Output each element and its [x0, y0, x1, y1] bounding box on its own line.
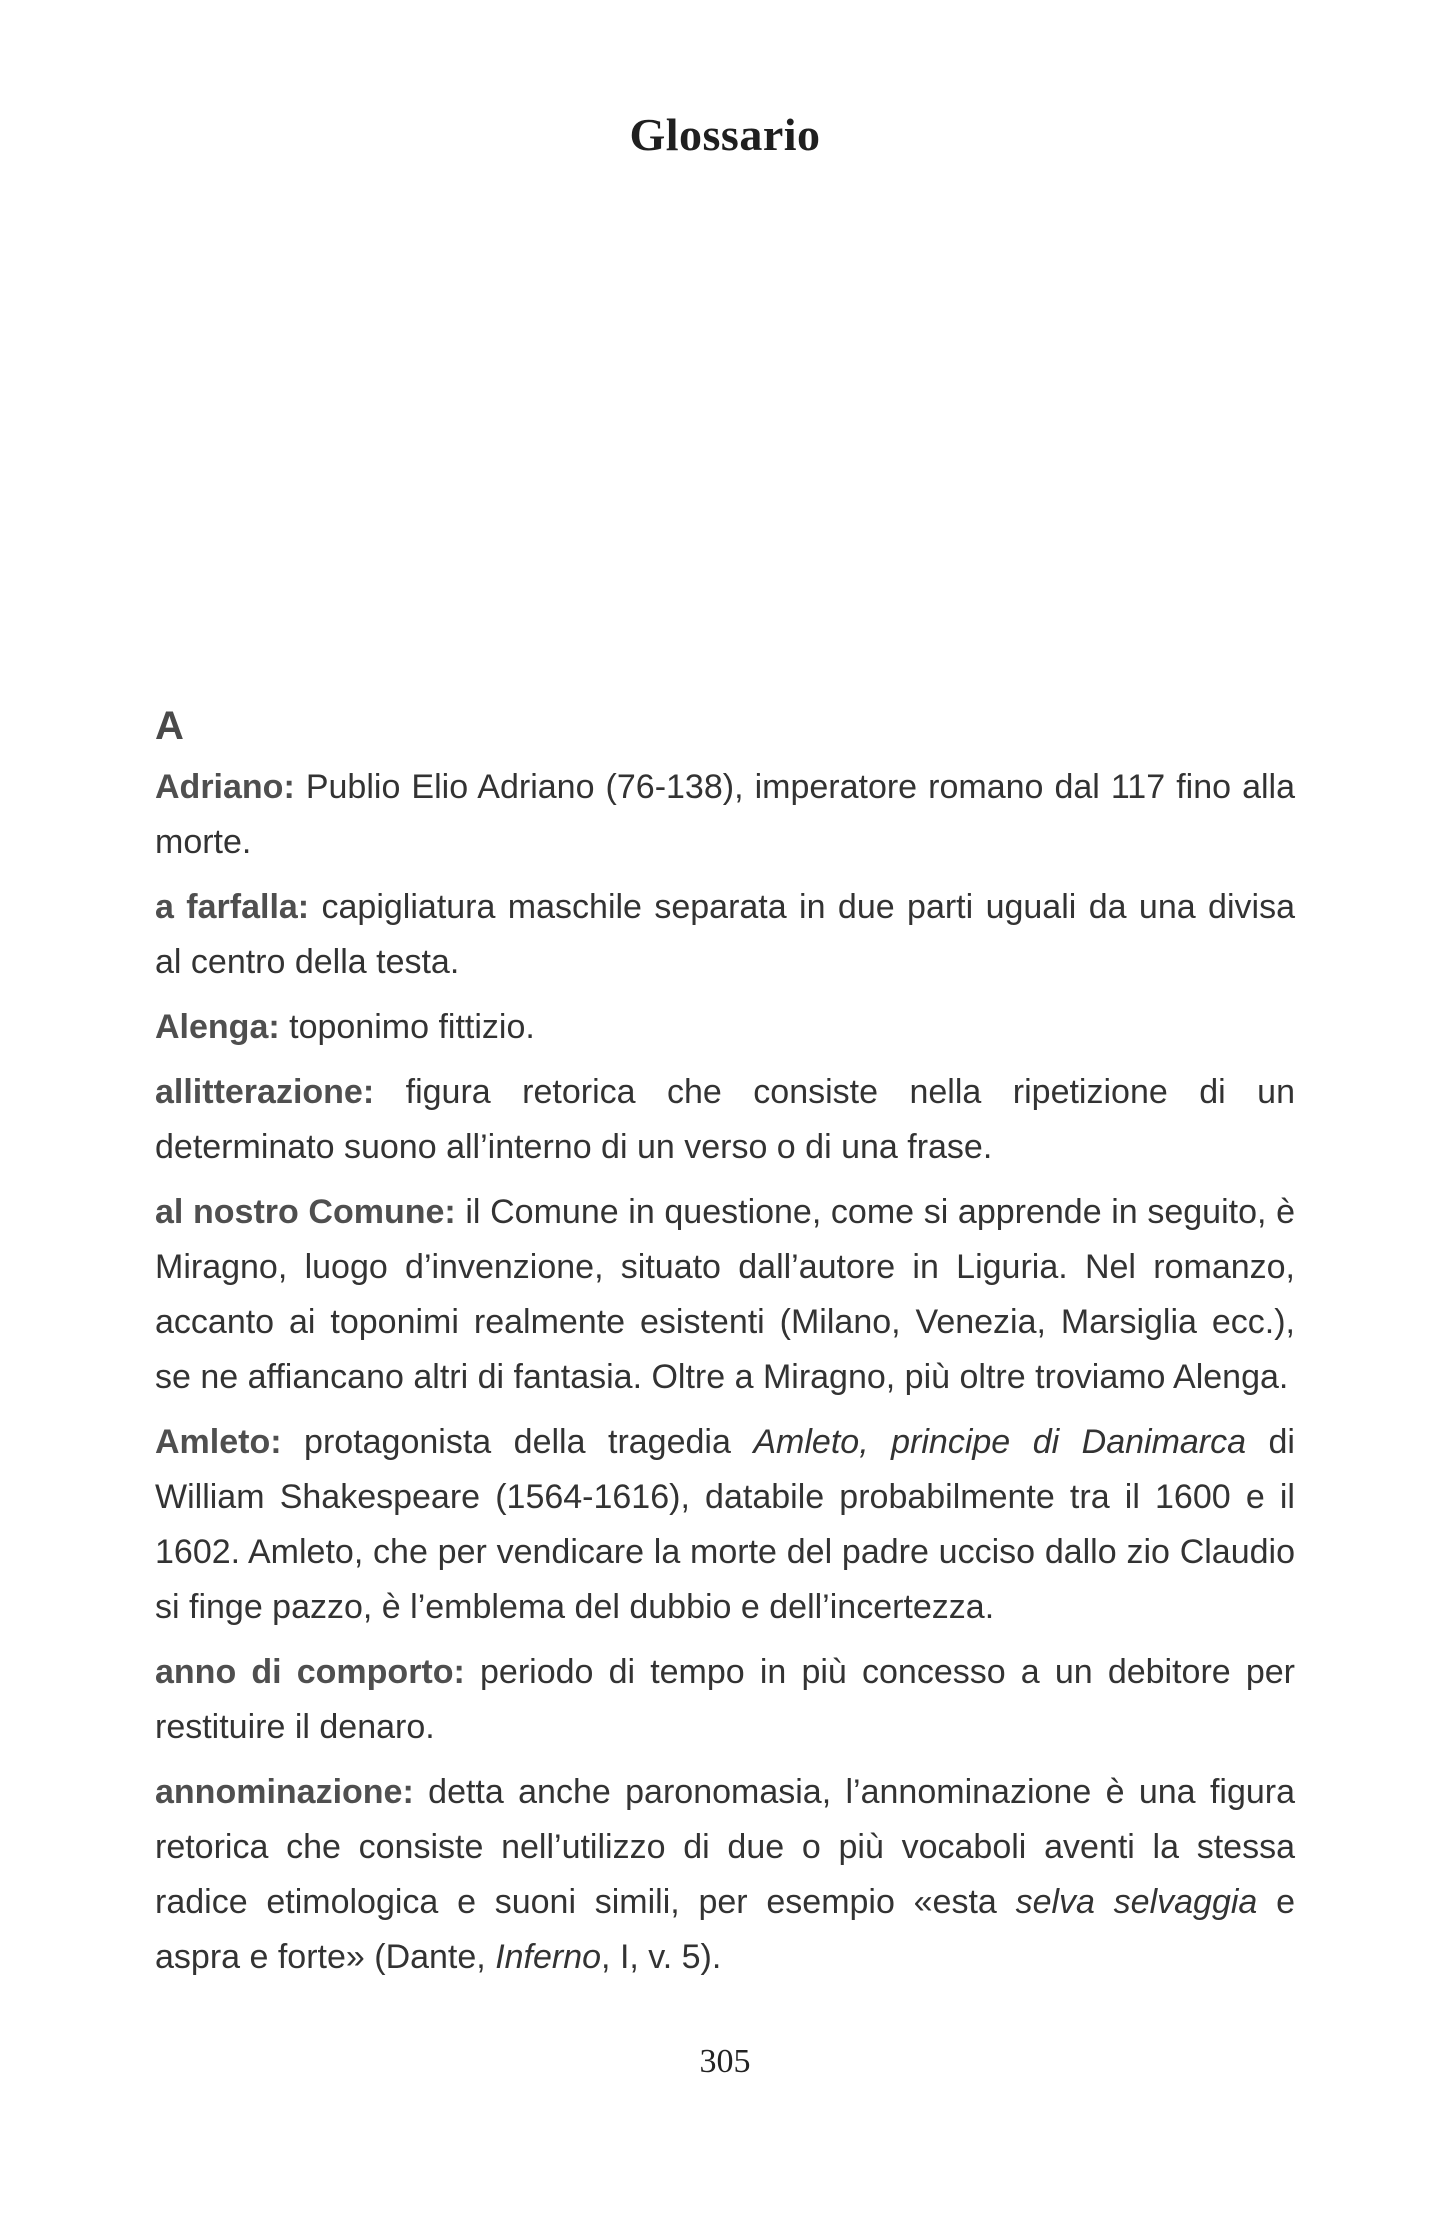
glossary-entry	[155, 1645, 1295, 1755]
entry-definition-text: detta anche paronomasia, l’annominazione è una figura retorica che consiste nell’utilizzo di due o più vocaboli aventi la stessa radice etimologica e suoni simili, per esempio «esta	[155, 1773, 1295, 1921]
entry-definition-italic: Inferno	[495, 1938, 602, 1976]
entry-definition-text: capigliatura maschile separata in due parti uguali da una divisa al centro della testa.	[155, 888, 1295, 981]
entry-definition-text: di William Shakespeare (1564-1616), databile probabilmente tra il 1600 e il 1602. Amleto, che per vendicare la morte del padre ucciso dallo zio Claudio si finge pazzo, è l’emblema del dubbio e dell’incertezza.	[155, 1423, 1295, 1626]
entry-term: Amleto:	[155, 1423, 282, 1461]
entry-definition-text: toponimo fittizio.	[279, 1008, 535, 1046]
entry-term: a farfalla:	[155, 888, 310, 926]
glossary-entry	[155, 880, 1295, 990]
page-number: 305	[699, 2043, 751, 2080]
glossary-entry	[155, 1000, 1295, 1055]
glossary-entry	[155, 760, 1295, 870]
entry-definition-text: il Comune in questione, come si apprende in seguito, è Miragno, luogo d’invenzione, situato dall’autore in Liguria. Nel romanzo, accanto ai toponimi realmente esistenti (Milano, Venezia, Marsiglia ecc.), se ne affiancano altri di fantasia. Oltre a Miragno, più oltre troviamo Alenga.	[155, 1193, 1295, 1396]
entry-definition-text: periodo di tempo in più concesso a un debitore per restituire il denaro.	[155, 1653, 1295, 1746]
glossary-entry	[155, 1415, 1295, 1635]
glossary-entry	[155, 1065, 1295, 1175]
page-title: Glossario	[629, 109, 821, 160]
entry-term: allitterazione:	[155, 1073, 375, 1111]
entry-term: Alenga:	[155, 1008, 280, 1046]
entry-definition-text: Publio Elio Adriano (76-138), imperatore romano dal 117 fino alla morte.	[155, 768, 1295, 861]
entry-definition-text: protagonista della tragedia	[281, 1423, 754, 1461]
entry-term: Adriano:	[155, 768, 295, 806]
entry-definition-italic: selva selvaggia	[1015, 1883, 1258, 1921]
entry-term: annominazione:	[155, 1773, 414, 1811]
entry-definition-text: , I, v. 5).	[601, 1938, 722, 1976]
section-letter-a: A	[155, 704, 184, 748]
entry-definition-text: figura retorica che consiste nella ripetizione di un determinato suono all’interno di un verso o di una frase.	[155, 1073, 1295, 1166]
glossary-entry	[155, 1185, 1295, 1405]
entry-term: anno di comporto:	[155, 1653, 465, 1691]
entry-definition-text: e aspra e forte» (Dante,	[155, 1883, 1295, 1976]
glossary-entry	[155, 1765, 1295, 1985]
entry-definition-italic: Amleto, principe di Danimarca	[753, 1423, 1247, 1461]
entry-term: al nostro Comune:	[155, 1193, 456, 1231]
glossary-entries	[155, 760, 1295, 1985]
